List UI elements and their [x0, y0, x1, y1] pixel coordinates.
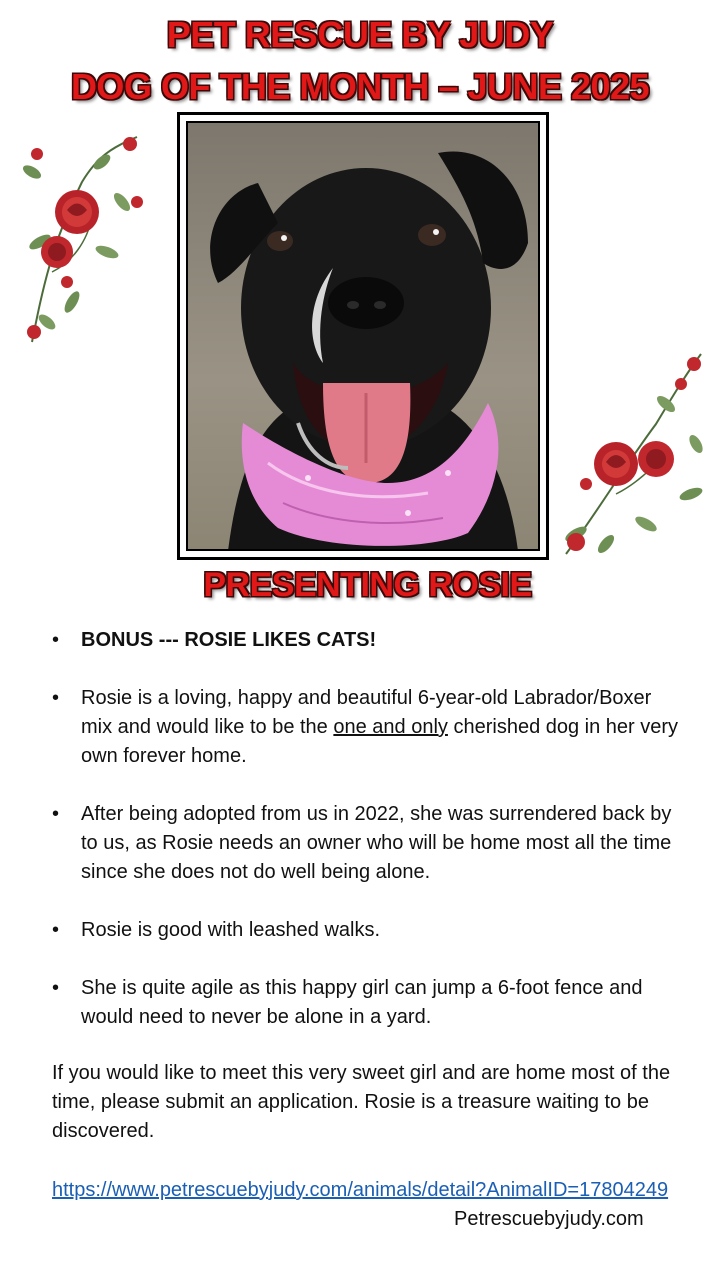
- bullet-icon: •: [52, 919, 60, 941]
- dog-photo-frame: [177, 112, 549, 560]
- closing-paragraph: If you would like to meet this very sweet girl and are home most of the time, please submit an application. Rosie is a treasure waiting to be discovered.: [52, 1062, 671, 1142]
- list-item: [52, 916, 682, 945]
- rose-decoration-left-icon: [12, 122, 157, 352]
- description-text: Rosie is a loving, happy and beautiful 6-year-old Labrador/Boxer mix and would like to be the: [81, 687, 652, 738]
- bullet-icon: •: [52, 687, 60, 709]
- bonus-text: BONUS --- ROSIE LIKES CATS!: [81, 629, 377, 651]
- bullet-list: [52, 626, 682, 1061]
- list-item: [52, 684, 682, 771]
- presenting-heading: PRESENTING ROSIE: [203, 566, 532, 604]
- title-line-2: DOG OF THE MONTH – JUNE 2025: [70, 66, 650, 107]
- list-item: [52, 626, 682, 655]
- list-item: [52, 800, 682, 887]
- dog-photo: [186, 121, 540, 551]
- bullet-icon: •: [52, 629, 60, 651]
- agile-text: She is quite agile as this happy girl can jump a 6-foot fence and would need to never be alone in a yard.: [81, 977, 643, 1028]
- rose-decoration-right-icon: [556, 344, 716, 568]
- list-item: [52, 974, 682, 1032]
- bullet-icon: •: [52, 977, 60, 999]
- one-and-only-text: one and only: [333, 716, 448, 738]
- animal-detail-link[interactable]: https://www.petrescuebyjudy.com/animals/detail?AnimalID=17804249: [52, 1179, 669, 1201]
- description-text-end: cherished dog in her very own forever home.: [81, 716, 679, 767]
- leash-text: Rosie is good with leashed walks.: [81, 919, 381, 941]
- title-line-1: PET RESCUE BY JUDY: [166, 14, 554, 55]
- history-text: After being adopted from us in 2022, she was surrendered back by to us, as Rosie needs an owner who will be home most all the time since she does not do well being alone.: [81, 803, 672, 883]
- site-name: Petrescuebyjudy.com: [454, 1208, 644, 1230]
- bullet-icon: •: [52, 803, 60, 825]
